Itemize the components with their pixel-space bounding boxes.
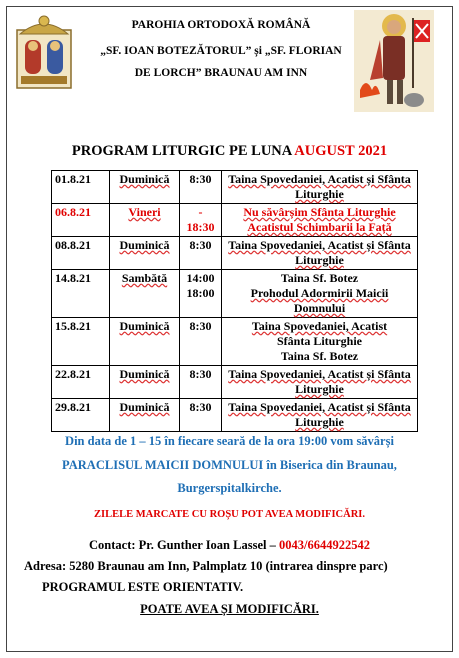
row-day: Duminică bbox=[119, 400, 170, 414]
row-time: 8:30 bbox=[189, 367, 212, 381]
row-service-line: Nu săvârșim Sfânta Liturghie bbox=[243, 205, 396, 219]
address-line: Adresa: 5280 Braunau am Inn, Palmplatz 10 (intrarea dinspre parc) bbox=[24, 559, 388, 573]
saint-florian-icon bbox=[354, 10, 434, 112]
paraclis-info-line2: PARACLISUL MAICII DOMNULUI în Biserica din Braunau, bbox=[62, 458, 397, 472]
row-date: 01.8.21 bbox=[52, 171, 110, 204]
contact-label: Contact: Pr. Gunther Ioan Lassel – bbox=[89, 538, 279, 552]
table-row bbox=[52, 204, 418, 237]
table-row bbox=[52, 366, 418, 399]
row-service-line: Liturghie bbox=[295, 415, 344, 429]
table-row bbox=[52, 171, 418, 204]
row-time: 18:30 bbox=[186, 220, 215, 234]
row-day: Duminică bbox=[119, 238, 170, 252]
row-time: 8:30 bbox=[189, 238, 212, 252]
row-service-line: Liturghie bbox=[295, 187, 344, 201]
row-time: 8:30 bbox=[189, 319, 212, 333]
row-date: 08.8.21 bbox=[52, 237, 110, 270]
table-row bbox=[52, 270, 418, 318]
title-text: PROGRAM LITURGIC PE LUNA bbox=[71, 143, 295, 159]
contact-line bbox=[0, 538, 459, 553]
row-service-line: Taina Spovedaniei, Acatist bbox=[251, 319, 388, 333]
row-date: 06.8.21 bbox=[52, 204, 110, 237]
row-date: 15.8.21 bbox=[52, 318, 110, 366]
row-service-line: Taina Sf. Botez bbox=[280, 271, 359, 285]
parish-saints: „SF. IOAN BOTEZĂTORUL” și „SF. FLORIAN bbox=[100, 45, 342, 57]
program-note: PROGRAMUL ESTE ORIENTATIV. bbox=[42, 580, 244, 594]
page-title bbox=[0, 143, 459, 160]
row-service-line: Sfânta Liturghie bbox=[276, 334, 362, 348]
row-day: Sambătă bbox=[121, 271, 168, 285]
red-days-warning: ZILELE MARCATE CU ROȘU POT AVEA MODIFICĂRI. bbox=[93, 509, 365, 520]
row-date: 29.8.21 bbox=[52, 399, 110, 432]
parish-logo-icon bbox=[14, 12, 74, 90]
row-time: - bbox=[198, 205, 203, 219]
row-service-line: Taina Spovedaniei, Acatist și Sfânta bbox=[228, 238, 411, 252]
contact-phone: 0043/6644922542 bbox=[278, 538, 370, 552]
row-time: 14:00 bbox=[186, 271, 215, 285]
paraclis-info-line1: Din data de 1 – 15 în fiecare seară de la ora 19:00 vom săvârși bbox=[65, 434, 394, 448]
row-service-line: Taina Spovedaniei, Acatist și Sfânta bbox=[228, 172, 411, 186]
footer-note: POATE AVEA ȘI MODIFICĂRI. bbox=[140, 602, 319, 616]
parish-location: DE LORCH” BRAUNAU AM INN bbox=[134, 67, 308, 79]
schedule-table bbox=[51, 170, 418, 432]
row-time: 18:00 bbox=[186, 286, 215, 300]
row-service-line: Liturghie bbox=[295, 382, 344, 396]
row-service-line: Acatistul Schimbarii la Față bbox=[247, 220, 392, 234]
table-row bbox=[52, 318, 418, 366]
row-day: Duminică bbox=[119, 319, 170, 333]
row-service-line: Taina Spovedaniei, Acatist și Sfânta bbox=[228, 367, 411, 381]
row-service-line: Liturghie bbox=[295, 253, 344, 267]
row-date: 22.8.21 bbox=[52, 366, 110, 399]
table-row bbox=[52, 237, 418, 270]
row-service-line: Taina Sf. Botez bbox=[280, 349, 359, 363]
row-date: 14.8.21 bbox=[52, 270, 110, 318]
parish-name: PAROHIA ORTODOXĂ ROMÂNĂ bbox=[131, 19, 311, 31]
paraclis-info-line3: Burgerspitalkirche. bbox=[177, 481, 282, 495]
table-row bbox=[52, 399, 418, 432]
row-day: Duminică bbox=[119, 172, 170, 186]
row-service-line: Prohodul Adormirii Maicii Domnului bbox=[250, 286, 389, 315]
row-time: 8:30 bbox=[189, 172, 212, 186]
row-service-line: Taina Spovedaniei, Acatist și Sfânta bbox=[228, 400, 411, 414]
title-month: AUGUST 2021 bbox=[294, 143, 388, 159]
row-time: 8:30 bbox=[189, 400, 212, 414]
row-day: Vineri bbox=[128, 205, 161, 219]
row-day: Duminică bbox=[119, 367, 170, 381]
